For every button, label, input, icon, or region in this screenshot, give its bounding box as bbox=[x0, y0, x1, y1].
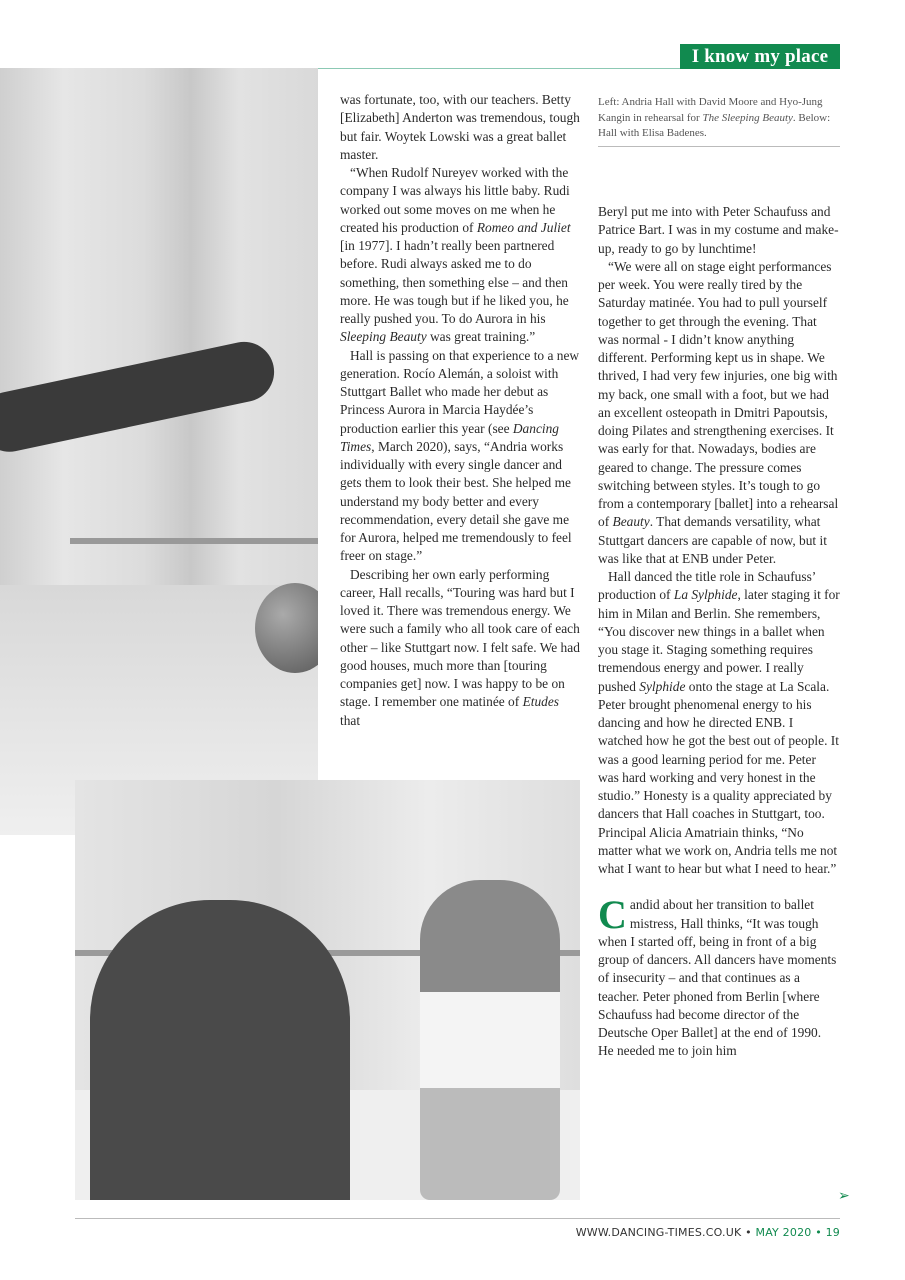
paragraph bbox=[340, 566, 582, 730]
page-number: 19 bbox=[825, 1226, 840, 1239]
italic-title: La Sylphide bbox=[673, 587, 738, 603]
footer-rule bbox=[75, 1218, 840, 1219]
text-run: “We were all on stage eight performances per week. You were really tired by the Saturday matinée. You had to pull yourself together to get through the evening. That was normal - I didn’t know anything different. Performing kept us in shape. We thrived, I had very few injuries, one big with my back, one small with a foot, but we had an excellent osteopath in Dmitri Papoutsis, doing Pilates and strengthening exercises. It was early for that. Nowadays, bodies are geared to change. The pressure comes switching between styles. It’s tough to go from a contemporary [ballet] into a rehearsal of bbox=[598, 258, 839, 530]
footer-separator: • bbox=[745, 1226, 752, 1239]
text-run: “When Rudolf Nureyev worked with the company I was always his little baby. Rudi worked out some moves on me when he created his production of bbox=[340, 165, 570, 235]
photo-rehearsal-left bbox=[0, 68, 318, 835]
text-run: , March 2020), says, “Andria works individually with every single dancer and gets them to look their best. She helped me understand my body better and every recommendation, every detail she gave me for Aurora, helped me tremendously to feel freer on stage.” bbox=[340, 438, 572, 564]
drop-cap: C bbox=[598, 892, 627, 938]
paragraph bbox=[340, 91, 582, 164]
page-footer bbox=[576, 1226, 840, 1239]
text-run: Describing her own early performing career, Hall recalls, “Touring was hard but I loved it. There was tremendous energy. We were such a family who all took care of each other – like Stuttgart now. I felt safe. We had good houses, much more than [touring companies get] now. I was happy to be on stage. I remember one matinée of bbox=[340, 566, 580, 710]
paragraph-gap bbox=[598, 878, 840, 896]
italic-title: Sleeping Beauty bbox=[340, 329, 427, 345]
continue-arrow-icon: ➢ bbox=[838, 1189, 850, 1204]
text-run: [in 1977]. I hadn’t really been partnered before. Rudi always asked me to do something, then something else – and then more. He was tough but if he liked you, he really pushed you. To do Aurora in his bbox=[340, 238, 569, 326]
paragraph bbox=[340, 347, 582, 566]
italic-title: Sylphide bbox=[639, 678, 686, 694]
paragraph bbox=[598, 892, 840, 1060]
paragraph bbox=[598, 203, 840, 258]
text-run: Hall is passing on that experience to a new generation. Rocío Alemán, a soloist with Stuttgart Ballet who made her debut as Princess Aurora in Marcia Haydée’s production earlier this year (see bbox=[340, 347, 580, 436]
text-run: was fortunate, too, with our teachers. Betty [Elizabeth] Anderton was tremendous, tough but fair. Woytek Lowski was a great ballet master. bbox=[340, 92, 580, 162]
article-column-2 bbox=[598, 203, 840, 1061]
photo-hall-with-badenes bbox=[75, 780, 580, 1200]
italic-title: The Sleeping Beauty bbox=[702, 111, 793, 124]
paragraph bbox=[340, 164, 582, 347]
photo-ballet-mistress bbox=[90, 900, 350, 1200]
italic-title: Etudes bbox=[522, 694, 560, 710]
footer-issue: MAY 2020 bbox=[755, 1226, 812, 1239]
paragraph bbox=[598, 568, 840, 878]
photo-dancer-tutu bbox=[420, 880, 560, 1200]
text-run: Hall danced the title role in Schaufuss’ production of bbox=[598, 569, 816, 603]
text-run: was great training.” bbox=[426, 329, 536, 345]
paragraph bbox=[598, 258, 840, 568]
text-run: Left: Andria Hall with David Moore and Hyo-Jung Kangin in rehearsal for bbox=[598, 96, 823, 124]
photo-dancer-arm bbox=[0, 336, 280, 457]
text-run: andid about her transition to ballet mistress, Hall thinks, “It was tough when I started off, being in front of a big group of dancers. All dancers have moments of insecurity – and that continues as a teacher. Peter phoned from Berlin [where Schaufuss had become director of the Deutsche Oper Ballet] at the end of 1990. He needed me to join him bbox=[598, 897, 837, 1059]
italic-title: Dancing Times bbox=[340, 420, 560, 454]
text-run: . That demands versatility, what Stuttgart dancers are capable of now, but it was like that at ENB under Peter. bbox=[598, 514, 827, 566]
text-run: , later staging it for him in Milan and Berlin. She remembers, “You discover new things in a ballet when you stage it. Staging something requires tremendous energy and power. I really pushed bbox=[598, 587, 840, 694]
footer-separator: • bbox=[815, 1226, 822, 1239]
text-run: onto the stage at La Scala. Peter brought phenomenal energy to his dancing and how he directed ENB. I watched how he got the best out of people. It was a good learning period for me. Peter was hard working and very honest in the studio.” Honesty is a quality appreciated by dancers that Hall coaches in Stuttgart, too. Principal Alicia Amatriain thinks, “No matter what we work on, Andria tells me not what I want to hear but what I need to hear.” bbox=[598, 678, 839, 876]
italic-title: Romeo and Juliet bbox=[476, 219, 571, 235]
photo-barre bbox=[70, 538, 318, 544]
text-run: . Below: Hall with Elisa Badenes. bbox=[598, 111, 831, 139]
photo-caption bbox=[598, 95, 840, 147]
italic-title: Beauty bbox=[612, 514, 650, 530]
text-run: Beryl put me into with Peter Schaufuss and Patrice Bart. I was in my costume and make-up, ready to go by lunchtime! bbox=[598, 204, 839, 256]
text-run: that bbox=[340, 712, 361, 728]
footer-website: WWW.DANCING-TIMES.CO.UK bbox=[575, 1226, 742, 1239]
section-title: I know my place bbox=[680, 44, 840, 69]
article-column-1 bbox=[340, 91, 582, 730]
